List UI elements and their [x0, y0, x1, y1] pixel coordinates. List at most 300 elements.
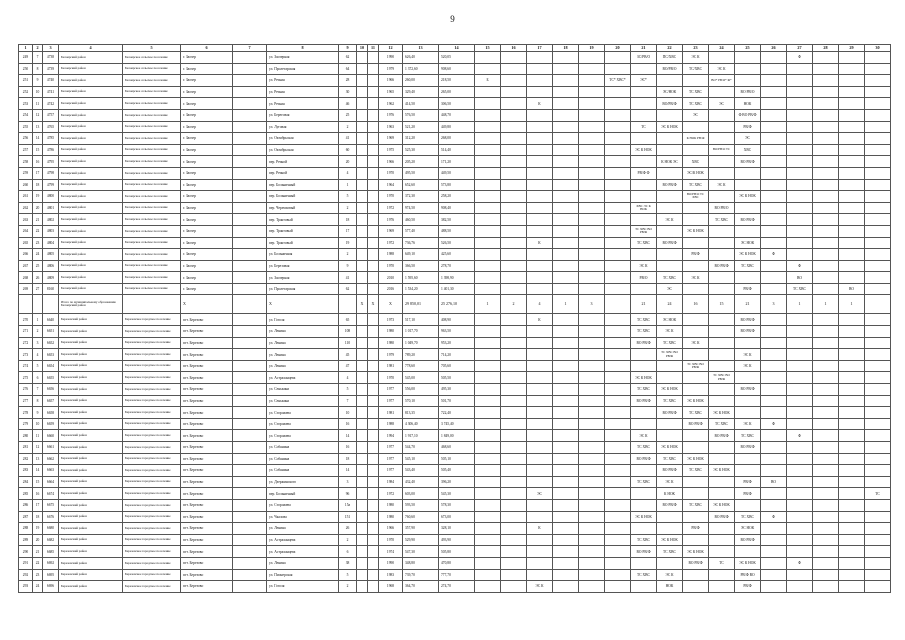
- table-cell: [475, 407, 501, 419]
- table-cell: 2: [339, 121, 357, 133]
- table-cell: [579, 546, 605, 558]
- table-cell: [787, 156, 813, 168]
- table-cell: 6692: [43, 557, 59, 569]
- table-cell: [813, 156, 839, 168]
- table-cell: [735, 167, 761, 179]
- table-cell: 9: [339, 260, 357, 272]
- table-cell: 279: [19, 418, 33, 430]
- column-number: 12: [379, 45, 403, 52]
- table-cell: ТС ХВС: [683, 499, 709, 511]
- table-cell: 1990: [379, 52, 403, 64]
- table-cell: ул. Гоголя: [267, 314, 339, 326]
- table-cell: [839, 337, 865, 349]
- table-cell: [475, 156, 501, 168]
- summary-row: [19, 295, 891, 314]
- table-cell: 652,60: [403, 179, 439, 191]
- table-cell: [761, 52, 787, 64]
- table-cell: [761, 372, 787, 384]
- table-cell: ВО РВ/Ф: [735, 384, 761, 396]
- table-cell: [761, 144, 787, 156]
- table-cell: 1: [787, 295, 813, 314]
- table-cell: 45: [339, 349, 357, 361]
- table-cell: [657, 133, 683, 145]
- table-cell: Березовский район: [59, 395, 123, 407]
- table-cell: 15а: [339, 499, 357, 511]
- table-cell: [787, 569, 813, 581]
- table-cell: [813, 557, 839, 569]
- table-cell: [475, 488, 501, 500]
- table-cell: [553, 337, 579, 349]
- table-cell: 357,90: [403, 523, 439, 535]
- table-cell: ТС ХВС: [683, 465, 709, 477]
- table-cell: [605, 260, 631, 272]
- table-cell: [475, 418, 501, 430]
- table-cell: [787, 372, 813, 384]
- table-cell: [501, 581, 527, 593]
- table-cell: [579, 465, 605, 477]
- table-cell: Ф: [787, 430, 813, 442]
- column-number: 29: [839, 45, 865, 52]
- table-cell: [368, 326, 379, 338]
- table-cell: [839, 534, 865, 546]
- table-cell: [709, 337, 735, 349]
- table-cell: [527, 121, 553, 133]
- table-cell: ВО РВ/Ф: [735, 156, 761, 168]
- table-cell: Березовское городское поселение: [123, 465, 181, 477]
- table-row: [19, 418, 891, 430]
- table-cell: [605, 453, 631, 465]
- table-cell: ТС ХВС ВО РВ/Ф: [657, 349, 683, 361]
- table-cell: ВО: [787, 272, 813, 284]
- table-cell: [865, 511, 891, 523]
- table-cell: [368, 214, 379, 226]
- table-cell: ТС ХВС: [735, 511, 761, 523]
- table-cell: [579, 121, 605, 133]
- table-cell: 8: [33, 63, 43, 75]
- table-cell: [527, 326, 553, 338]
- table-cell: [357, 191, 368, 203]
- table-cell: [709, 109, 735, 121]
- table-cell: [501, 121, 527, 133]
- table-cell: Белоярское сельское поселение: [123, 225, 181, 237]
- table-cell: [357, 326, 368, 338]
- column-number: 4: [59, 45, 123, 52]
- table-cell: пгт. Березово: [181, 534, 233, 546]
- table-cell: [813, 179, 839, 191]
- table-cell: 4799: [43, 179, 59, 191]
- table-cell: [865, 121, 891, 133]
- table-cell: Белоярское сельское поселение: [123, 133, 181, 145]
- column-number: 24: [709, 45, 735, 52]
- table-cell: [553, 430, 579, 442]
- table-cell: г. Заозер: [181, 52, 233, 64]
- table-cell: ЭС К: [735, 349, 761, 361]
- table-cell: [631, 523, 657, 535]
- table-cell: [865, 476, 891, 488]
- table-cell: пгт. Березово: [181, 349, 233, 361]
- table-row: [19, 511, 891, 523]
- table-cell: [368, 499, 379, 511]
- table-cell: [605, 476, 631, 488]
- table-cell: [501, 202, 527, 214]
- table-cell: [605, 225, 631, 237]
- table-cell: ЭС К: [683, 337, 709, 349]
- table-cell: 1 917,10: [403, 430, 439, 442]
- table-cell: [865, 225, 891, 237]
- table-cell: [579, 109, 605, 121]
- table-cell: [368, 569, 379, 581]
- table-cell: [761, 569, 787, 581]
- table-cell: [605, 546, 631, 558]
- table-cell: [553, 202, 579, 214]
- table-cell: [761, 395, 787, 407]
- table-cell: 517,10: [403, 314, 439, 326]
- table-cell: 1980: [379, 511, 403, 523]
- table-cell: 963,50: [439, 326, 475, 338]
- table-cell: [631, 98, 657, 110]
- table-cell: ул. Собянина: [267, 442, 339, 454]
- table-cell: [787, 465, 813, 477]
- table-cell: [357, 384, 368, 396]
- table-cell: [579, 360, 605, 372]
- table-cell: [553, 476, 579, 488]
- table-cell: [605, 167, 631, 179]
- table-row: [19, 133, 891, 145]
- table-cell: 21: [33, 546, 43, 558]
- table-cell: ВО РВ/О: [735, 86, 761, 98]
- table-cell: [475, 249, 501, 261]
- table-cell: [553, 214, 579, 226]
- table-cell: 396,20: [439, 476, 475, 488]
- table-cell: [605, 372, 631, 384]
- table-cell: ул. Гоголя: [267, 581, 339, 593]
- table-cell: [553, 179, 579, 191]
- table-cell: 4: [339, 167, 357, 179]
- table-cell: ЭС К: [631, 430, 657, 442]
- table-cell: Ф: [761, 418, 787, 430]
- table-cell: 26: [339, 523, 357, 535]
- table-cell: г. Заозер: [181, 272, 233, 284]
- table-cell: 505,40: [439, 465, 475, 477]
- table-cell: 1990: [379, 557, 403, 569]
- table-cell: 448,70: [439, 109, 475, 121]
- table-cell: Белоярский район: [59, 144, 123, 156]
- table-cell: [709, 476, 735, 488]
- table-cell: Х: [267, 295, 339, 314]
- table-cell: 264: [19, 225, 33, 237]
- table-cell: [123, 295, 181, 314]
- table-row: [19, 75, 891, 87]
- table-cell: 293: [19, 581, 33, 593]
- table-cell: [527, 156, 553, 168]
- table-cell: 17: [339, 225, 357, 237]
- table-cell: [709, 384, 735, 396]
- table-cell: Белоярский район: [59, 63, 123, 75]
- table-cell: 9: [33, 75, 43, 87]
- table-cell: 6640: [43, 314, 59, 326]
- table-cell: [683, 349, 709, 361]
- table-cell: [368, 121, 379, 133]
- table-cell: [501, 109, 527, 121]
- table-cell: [709, 360, 735, 372]
- table-cell: [735, 52, 761, 64]
- table-cell: ул. Речная: [267, 98, 339, 110]
- table-cell: [631, 581, 657, 593]
- table-row: [19, 272, 891, 284]
- table-cell: 9: [33, 407, 43, 419]
- table-cell: ул. Пионерская: [267, 569, 339, 581]
- table-cell: [761, 191, 787, 203]
- table-cell: [865, 453, 891, 465]
- table-cell: [357, 499, 368, 511]
- table-cell: [605, 237, 631, 249]
- table-cell: ул. Ленина: [267, 337, 339, 349]
- table-cell: 6676: [43, 511, 59, 523]
- table-cell: [839, 326, 865, 338]
- table-cell: 1966: [379, 75, 403, 87]
- table-cell: ЭС К НОК: [657, 121, 683, 133]
- table-cell: [813, 144, 839, 156]
- table-cell: [683, 442, 709, 454]
- table-cell: [579, 349, 605, 361]
- table-cell: [839, 86, 865, 98]
- column-number: 2: [33, 45, 43, 52]
- table-row: [19, 581, 891, 593]
- table-cell: [657, 167, 683, 179]
- table-cell: [813, 109, 839, 121]
- table-row: [19, 488, 891, 500]
- table-cell: [839, 442, 865, 454]
- table-cell: [527, 179, 553, 191]
- table-cell: Березовский район: [59, 581, 123, 593]
- table-cell: [709, 121, 735, 133]
- table-cell: [761, 133, 787, 145]
- table-cell: [865, 283, 891, 295]
- table-cell: [527, 453, 553, 465]
- table-cell: 274: [19, 360, 33, 372]
- table-cell: 953,20: [439, 337, 475, 349]
- table-row: [19, 98, 891, 110]
- table-cell: 495,30: [439, 384, 475, 396]
- table-cell: Белоярское сельское поселение: [123, 144, 181, 156]
- table-cell: 382,50: [439, 214, 475, 226]
- table-cell: Березовский район: [59, 360, 123, 372]
- table-cell: [683, 144, 709, 156]
- table-cell: [368, 283, 379, 295]
- table-cell: 171,20: [439, 156, 475, 168]
- table-cell: [368, 109, 379, 121]
- table-cell: 908,60: [439, 63, 475, 75]
- table-cell: 4806: [43, 260, 59, 272]
- table-cell: [709, 395, 735, 407]
- table-cell: [865, 63, 891, 75]
- column-number: 30: [865, 45, 891, 52]
- table-cell: [553, 75, 579, 87]
- table-cell: [357, 314, 368, 326]
- table-cell: [787, 337, 813, 349]
- table-cell: ул. Сторожева: [267, 499, 339, 511]
- table-cell: Белоярский район: [59, 260, 123, 272]
- table-cell: 254: [19, 109, 33, 121]
- table-cell: [605, 314, 631, 326]
- table-cell: 24: [33, 249, 43, 261]
- table-cell: 1963: [379, 121, 403, 133]
- table-cell: 1972: [379, 237, 403, 249]
- table-cell: [475, 179, 501, 191]
- table-cell: [527, 249, 553, 261]
- table-cell: [233, 86, 267, 98]
- table-cell: 273: [19, 349, 33, 361]
- table-cell: [368, 98, 379, 110]
- table-cell: Белоярский район: [59, 214, 123, 226]
- table-cell: [761, 360, 787, 372]
- table-cell: [357, 98, 368, 110]
- table-cell: [657, 557, 683, 569]
- table-cell: [865, 349, 891, 361]
- table-cell: [839, 191, 865, 203]
- table-cell: [839, 407, 865, 419]
- table-cell: ЭС К: [709, 63, 735, 75]
- table-cell: [605, 214, 631, 226]
- column-number: 9: [339, 45, 357, 52]
- table-cell: [368, 167, 379, 179]
- table-cell: 20: [339, 156, 357, 168]
- table-cell: 974,50: [403, 202, 439, 214]
- table-cell: [631, 418, 657, 430]
- table-row: [19, 202, 891, 214]
- table-cell: [683, 372, 709, 384]
- table-cell: ЭС К НОК: [683, 225, 709, 237]
- table-cell: [761, 237, 787, 249]
- table-cell: [813, 75, 839, 87]
- table-cell: [553, 63, 579, 75]
- table-cell: РВ/Ф: [735, 581, 761, 593]
- table-cell: [501, 167, 527, 179]
- table-cell: [735, 272, 761, 284]
- table-cell: [553, 349, 579, 361]
- table-cell: г. Заозер: [181, 75, 233, 87]
- table-cell: [865, 179, 891, 191]
- table-cell: [527, 272, 553, 284]
- table-cell: 1976: [379, 109, 403, 121]
- table-cell: [813, 395, 839, 407]
- table-cell: [865, 581, 891, 593]
- table-row: [19, 314, 891, 326]
- table-cell: [631, 488, 657, 500]
- table-cell: ТС ХВС: [631, 384, 657, 396]
- table-cell: [501, 144, 527, 156]
- table-cell: [579, 144, 605, 156]
- table-cell: 1984: [379, 476, 403, 488]
- table-cell: [233, 237, 267, 249]
- table-cell: [605, 86, 631, 98]
- table-cell: [475, 133, 501, 145]
- table-cell: [553, 249, 579, 261]
- table-cell: [579, 283, 605, 295]
- column-number-row: [19, 45, 891, 52]
- table-cell: 291: [19, 557, 33, 569]
- table-cell: пгт. Березово: [181, 360, 233, 372]
- table-cell: 1 849,00: [439, 430, 475, 442]
- table-cell: Березовское городское поселение: [123, 488, 181, 500]
- table-cell: [368, 349, 379, 361]
- table-cell: [501, 63, 527, 75]
- column-number: 15: [475, 45, 501, 52]
- table-cell: К НОК: [657, 488, 683, 500]
- table-cell: [357, 453, 368, 465]
- table-cell: [233, 144, 267, 156]
- table-cell: [357, 337, 368, 349]
- table-cell: Березовское городское поселение: [123, 418, 181, 430]
- table-cell: [233, 523, 267, 535]
- table-cell: [501, 249, 527, 261]
- table-cell: [501, 272, 527, 284]
- table-cell: [501, 314, 527, 326]
- table-cell: пер. Речной: [267, 167, 339, 179]
- table-cell: пер. Больничный: [267, 179, 339, 191]
- table-cell: ЭС/НОК: [657, 86, 683, 98]
- table-cell: [865, 557, 891, 569]
- table-cell: НОК: [657, 581, 683, 593]
- table-cell: [553, 407, 579, 419]
- table-cell: ТС ХВС ВО РВ/Ф: [683, 360, 709, 372]
- table-cell: пгт. Березово: [181, 488, 233, 500]
- table-cell: [501, 546, 527, 558]
- table-cell: [813, 418, 839, 430]
- table-cell: ЭС К НОК: [735, 557, 761, 569]
- table-cell: 789,20: [403, 349, 439, 361]
- table-cell: [579, 534, 605, 546]
- table-cell: [605, 488, 631, 500]
- table-cell: [553, 86, 579, 98]
- table-cell: пер. Больничный: [267, 191, 339, 203]
- table-cell: [475, 442, 501, 454]
- table-row: [19, 407, 891, 419]
- table-cell: 19: [33, 191, 43, 203]
- table-cell: Белоярский район: [59, 133, 123, 145]
- table-cell: [631, 214, 657, 226]
- table-cell: ТС ХВС: [683, 86, 709, 98]
- table-cell: 6656: [43, 384, 59, 396]
- table-cell: пгт. Березово: [181, 337, 233, 349]
- table-cell: 364,70: [403, 581, 439, 593]
- table-cell: Белоярское сельское поселение: [123, 86, 181, 98]
- table-cell: 1 534,20: [403, 283, 439, 295]
- table-cell: г. Заозер: [181, 86, 233, 98]
- table-cell: Белоярское сельское поселение: [123, 249, 181, 261]
- table-cell: [368, 384, 379, 396]
- table-cell: пер. Черемховый: [267, 202, 339, 214]
- table-cell: [735, 179, 761, 191]
- table-cell: 306,50: [439, 98, 475, 110]
- table-cell: [501, 214, 527, 226]
- table-cell: [233, 326, 267, 338]
- table-cell: РВ/Ф: [735, 121, 761, 133]
- table-cell: [761, 86, 787, 98]
- table-cell: [553, 144, 579, 156]
- table-cell: [839, 465, 865, 477]
- table-cell: [475, 144, 501, 156]
- table-cell: [233, 349, 267, 361]
- table-cell: 14: [339, 465, 357, 477]
- table-cell: 288: [19, 523, 33, 535]
- table-cell: [527, 360, 553, 372]
- table-cell: [233, 260, 267, 272]
- table-cell: Березовское городское поселение: [123, 407, 181, 419]
- table-cell: [761, 283, 787, 295]
- table-cell: [501, 395, 527, 407]
- table-cell: ХВС: [683, 156, 709, 168]
